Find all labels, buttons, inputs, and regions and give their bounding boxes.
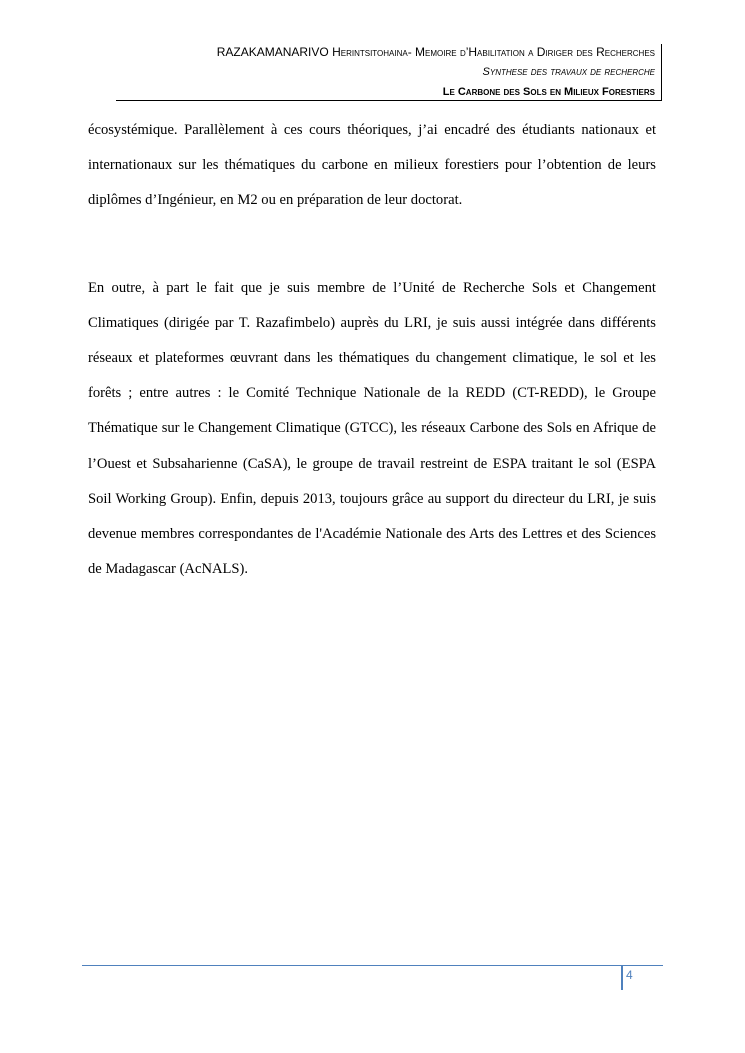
page-number: 4 xyxy=(626,968,633,982)
paragraph-spacer xyxy=(88,219,656,271)
header-subject-title: Le Carbone des Sols en Milieux Forestiers xyxy=(442,86,655,98)
footer-vertical-rule xyxy=(621,966,623,990)
paragraph-teaching: écosystémique. Parallèlement à ces cours théoriques, j’ai encadré des étudiants nationaux et internationaux sur les thématiques du carbone en milieux forestiers pour l’obtention de leurs diplômes d’Ingénieur, en M2 ou en préparation de leur doctorat. xyxy=(88,122,656,209)
header-author-surname: RAZAKAMANARIVO xyxy=(216,45,329,59)
header-author-firstname: Herintsitohaina xyxy=(328,45,408,59)
running-header xyxy=(100,42,655,102)
header-section-title: Synthese des travaux de recherche xyxy=(482,66,655,78)
footer-rule xyxy=(82,965,663,966)
header-horizontal-rule xyxy=(116,100,662,101)
header-memoir-title: - Memoire d’Habilitation a Diriger des Recherches xyxy=(407,45,655,59)
paragraph-networks: En outre, à part le fait que je suis membre de l’Unité de Recherche Sols et Changement Climatiques (dirigée par T. Razafimbelo) auprès du LRI, je suis aussi intégrée dans différents réseaux et plateformes œuvrant dans les thématiques du changement climatique, le sol et les forêts ; entre autres : le Comité Technique Nationale de la REDD (CT-REDD), le Groupe Thématique sur le Changement Climatique (GTCC), les réseaux Carbone des Sols en Afrique de l’Ouest et Subsaharienne (CaSA), le groupe de travail restreint de ESPA traitant le sol (ESPA Soil Working Group). Enfin, depuis 2013, toujours grâce au support du directeur du LRI, je suis devenue membres correspondantes de l'Académie Nationale des Arts des Lettres et des Sciences de Madagascar (AcNALS). xyxy=(88,279,656,578)
header-title-line xyxy=(100,42,655,62)
header-vertical-rule xyxy=(661,44,662,100)
body-text xyxy=(88,113,656,587)
